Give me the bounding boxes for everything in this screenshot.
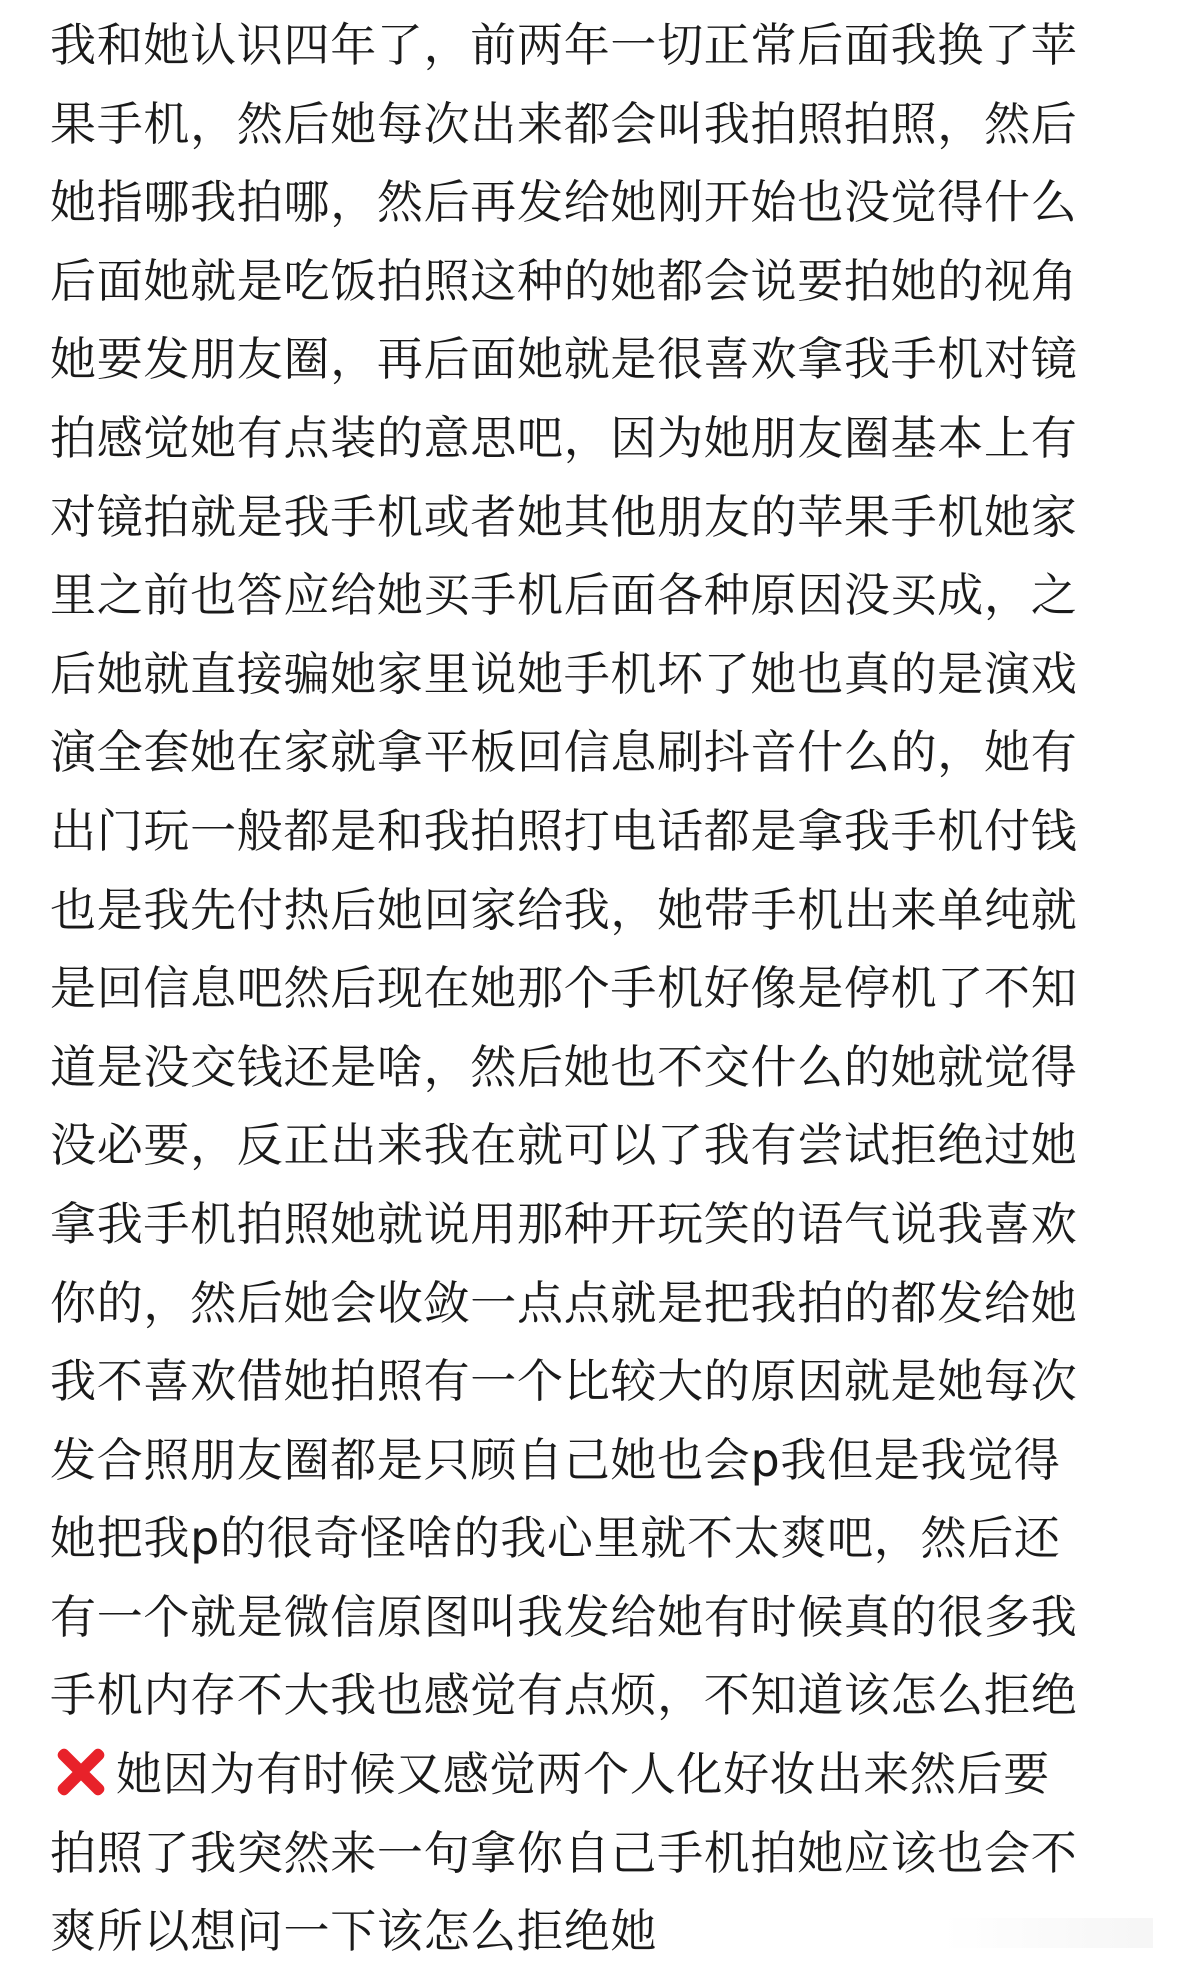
post-body [50, 6, 1135, 1971]
post-line-25: 爽所以想问一下该怎么拒绝她 [50, 1904, 658, 1959]
post-line-18: 我不喜欢借她拍照有一个比较大的原因就是她每次 [50, 1354, 1078, 1409]
post-line-24: 拍照了我突然来一句拿你自己手机拍她应该也会不 [50, 1825, 1078, 1880]
post-line-15: 没必要，反正出来我在就可以了我有尝试拒绝过她 [50, 1118, 1078, 1173]
post-line-12: 也是我先付热后她回家给我，她带手机出来单纯就 [50, 882, 1078, 937]
post-line-11: 出门玩一般都是和我拍照打电话都是拿我手机付钱 [50, 803, 1078, 858]
post-line-13: 是回信息吧然后现在她那个手机好像是停机了不知 [50, 961, 1078, 1016]
post-line-4: 后面她就是吃饭拍照这种的她都会说要拍她的视角 [50, 253, 1078, 308]
post-line-23-row [50, 1735, 1135, 1814]
post-line-5: 她要发朋友圈，再后面她就是很喜欢拿我手机对镜 [50, 332, 1078, 387]
post-line-16: 拿我手机拍照她就说用那种开玩笑的语气说我喜欢 [50, 1196, 1078, 1251]
post-line-8: 里之前也答应给她买手机后面各种原因没买成，之 [50, 568, 1078, 623]
cross-mark-icon [50, 1740, 110, 1800]
post-line-1: 我和她认识四年了，前两年一切正常后面我换了苹 [50, 18, 1078, 72]
post-line-7: 对镜拍就是我手机或者她其他朋友的苹果手机她家 [50, 489, 1078, 544]
post-line-20: 她把我p的很奇怪啥的我心里就不太爽吧，然后还 [50, 1511, 1061, 1566]
post-line-19: 发合照朋友圈都是只顾自己她也会p我但是我觉得 [50, 1432, 1061, 1487]
post-line-6: 拍感觉她有点装的意思吧，因为她朋友圈基本上有 [50, 410, 1078, 465]
watermark-fade [943, 1918, 1153, 1948]
post-line-10: 演全套她在家就拿平板回信息刷抖音什么的，她有 [50, 725, 1078, 780]
post-line-21: 有一个就是微信原图叫我发给她有时候真的很多我 [50, 1589, 1078, 1644]
post-line-2: 果手机，然后她每次出来都会叫我拍照拍照，然后 [50, 96, 1078, 151]
post-line-3: 她指哪我拍哪，然后再发给她刚开始也没觉得什么 [50, 175, 1078, 230]
post-line-23: 她因为有时候又感觉两个人化好妆出来然后要 [116, 1747, 1050, 1802]
post-line-9: 后她就直接骗她家里说她手机坏了她也真的是演戏 [50, 646, 1078, 701]
post-line-22: 手机内存不大我也感觉有点烦，不知道该怎么拒绝 [50, 1668, 1078, 1723]
post-line-14: 道是没交钱还是啥，然后她也不交什么的她就觉得 [50, 1039, 1078, 1094]
post-line-17: 你的，然后她会收敛一点点就是把我拍的都发给她 [50, 1275, 1078, 1330]
